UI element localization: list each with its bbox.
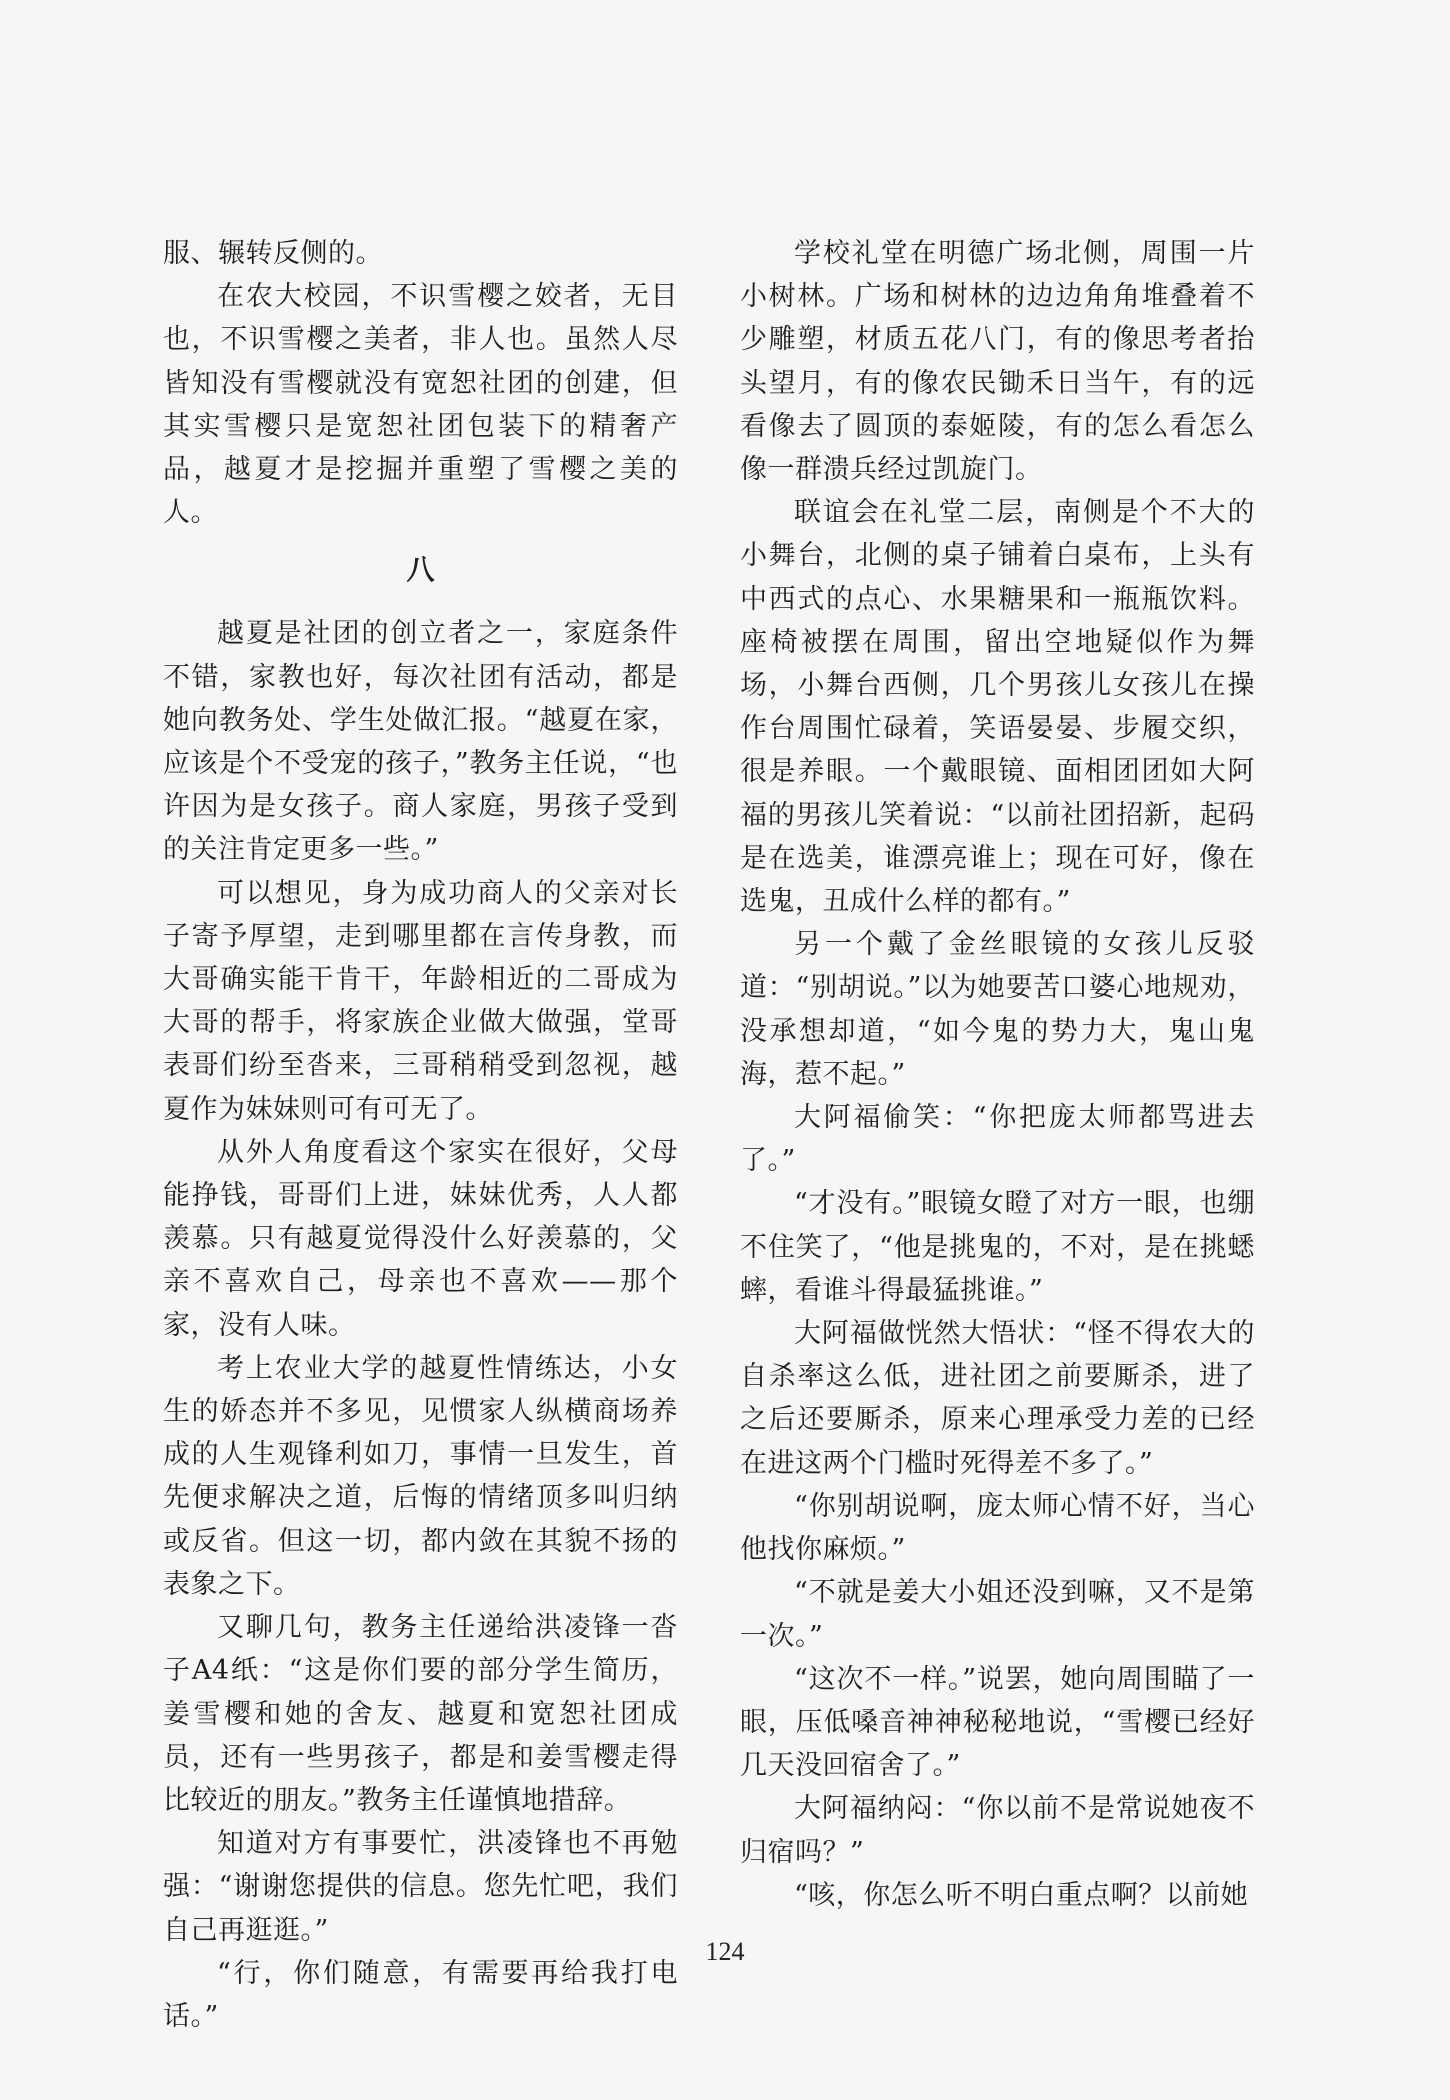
paragraph: 又聊几句，教务主任递给洪凌锋一沓子A4纸：“这是你们要的部分学生简历，姜雪樱和她的舍友、越夏和宽恕社团成员，还有一些男孩子，都是和姜雪樱走得比较近的朋友。”教务主任谨慎地措辞。	[163, 1612, 678, 1816]
paragraph: 大阿福做恍然大悟状：“怪不得农大的自杀率这么低，进社团之前要厮杀，进了之后还要厮杀，原来心理承受力差的已经在进这两个门槛时死得差不多了。”	[740, 1318, 1255, 1479]
paragraph: “咳，你怎么听不明白重点啊？以前她	[794, 1879, 1249, 1911]
chapter-heading: 八	[406, 553, 435, 587]
paragraph: “行，你们随意，有需要再给我打电话。”	[163, 1957, 678, 2032]
paragraph: 越夏是社团的创立者之一，家庭条件不错，家教也好，每次社团有活动，都是她向教务处、学生处做汇报。“越夏在家，应该是个不受宠的孩子，”教务主任说，“也许因为是女孩子。商人家庭，男孩子受到的关注肯定更多一些。”	[163, 618, 678, 866]
right-column	[740, 232, 1255, 1917]
paragraph: 大阿福纳闷：“你以前不是常说她夜不归宿吗？”	[740, 1793, 1255, 1868]
paragraph: “这次不一样。”说罢，她向周围瞄了一眼，压低嗓音神神秘秘地说，“雪樱已经好几天没回宿舍了。”	[740, 1663, 1255, 1782]
paragraph: “才没有。”眼镜女瞪了对方一眼，也绷不住笑了，“他是挑鬼的，不对，是在挑蟋蟀，看谁斗得最猛挑谁。”	[740, 1188, 1255, 1306]
page-number: 124	[705, 1937, 745, 1966]
paragraph: 服、辗转反侧的。	[163, 238, 383, 269]
paragraph: 考上农业大学的越夏性情练达，小女生的娇态并不多见，见惯家人纵横商场养成的人生观锋利如刀，事情一旦发生，首先便求解决之道，后悔的情绪顶多叫归纳或反省。但这一切，都内敛在其貌不扬的表象之下。	[163, 1352, 678, 1600]
paragraph: 可以想见，身为成功商人的父亲对长子寄予厚望，走到哪里都在言传身教，而大哥确实能干肯干，年龄相近的二哥成为大哥的帮手，将家族企业做大做强，堂哥表哥们纷至沓来，三哥稍稍受到忽视，越夏作为妹妹则可有可无了。	[163, 877, 678, 1125]
paragraph: 另一个戴了金丝眼镜的女孩儿反驳道：“别胡说。”以为她要苦口婆心地规劝，没承想却道，“如今鬼的势力大，鬼山鬼海，惹不起。”	[740, 929, 1255, 1090]
paragraph: 在农大校园，不识雪樱之姣者，无目也，不识雪樱之美者，非人也。虽然人尽皆知没有雪樱就没有宽恕社团的创建，但其实雪樱只是宽恕社团包装下的精奢产品，越夏才是挖掘并重塑了雪樱之美的人。	[163, 281, 678, 529]
paragraph: 从外人角度看这个家实在很好，父母能挣钱，哥哥们上进，妹妹优秀，人人都羡慕。只有越夏觉得没什么好羡慕的，父亲不喜欢自己，母亲也不喜欢——那个家，没有人味。	[163, 1136, 678, 1341]
paragraph: 知道对方有事要忙，洪凌锋也不再勉强：“谢谢您提供的信息。您先忙吧，我们自己再逛逛。”	[163, 1828, 678, 1946]
paragraph: 联谊会在礼堂二层，南侧是个不大的小舞台，北侧的桌子铺着白桌布，上头有中西式的点心、水果糖果和一瓶瓶饮料。座椅被摆在周围，留出空地疑似作为舞场，小舞台西侧，几个男孩儿女孩儿在操作台周围忙碌着，笑语晏晏、步履交织，很是养眼。一个戴眼镜、面相团团如大阿福的男孩儿笑着说：“以前社团招新，起码是在选美，谁漂亮谁上；现在可好，像在选鬼，丑成什么样的都有。”	[740, 497, 1255, 918]
paragraph: 大阿福偷笑：“你把庞太师都骂进去了。”	[740, 1102, 1255, 1177]
left-column	[163, 232, 678, 2038]
paragraph: “不就是姜大小姐还没到嘛，又不是第一次。”	[740, 1577, 1255, 1652]
paragraph: 学校礼堂在明德广场北侧，周围一片小树林。广场和树林的边边角角堆叠着不少雕塑，材质五花八门，有的像思考者抬头望月，有的像农民锄禾日当午，有的远看像去了圆顶的泰姬陵，有的怎么看怎么像一群溃兵经过凯旋门。	[740, 238, 1255, 486]
paragraph: “你别胡说啊，庞太师心情不好，当心他找你麻烦。”	[740, 1490, 1255, 1566]
